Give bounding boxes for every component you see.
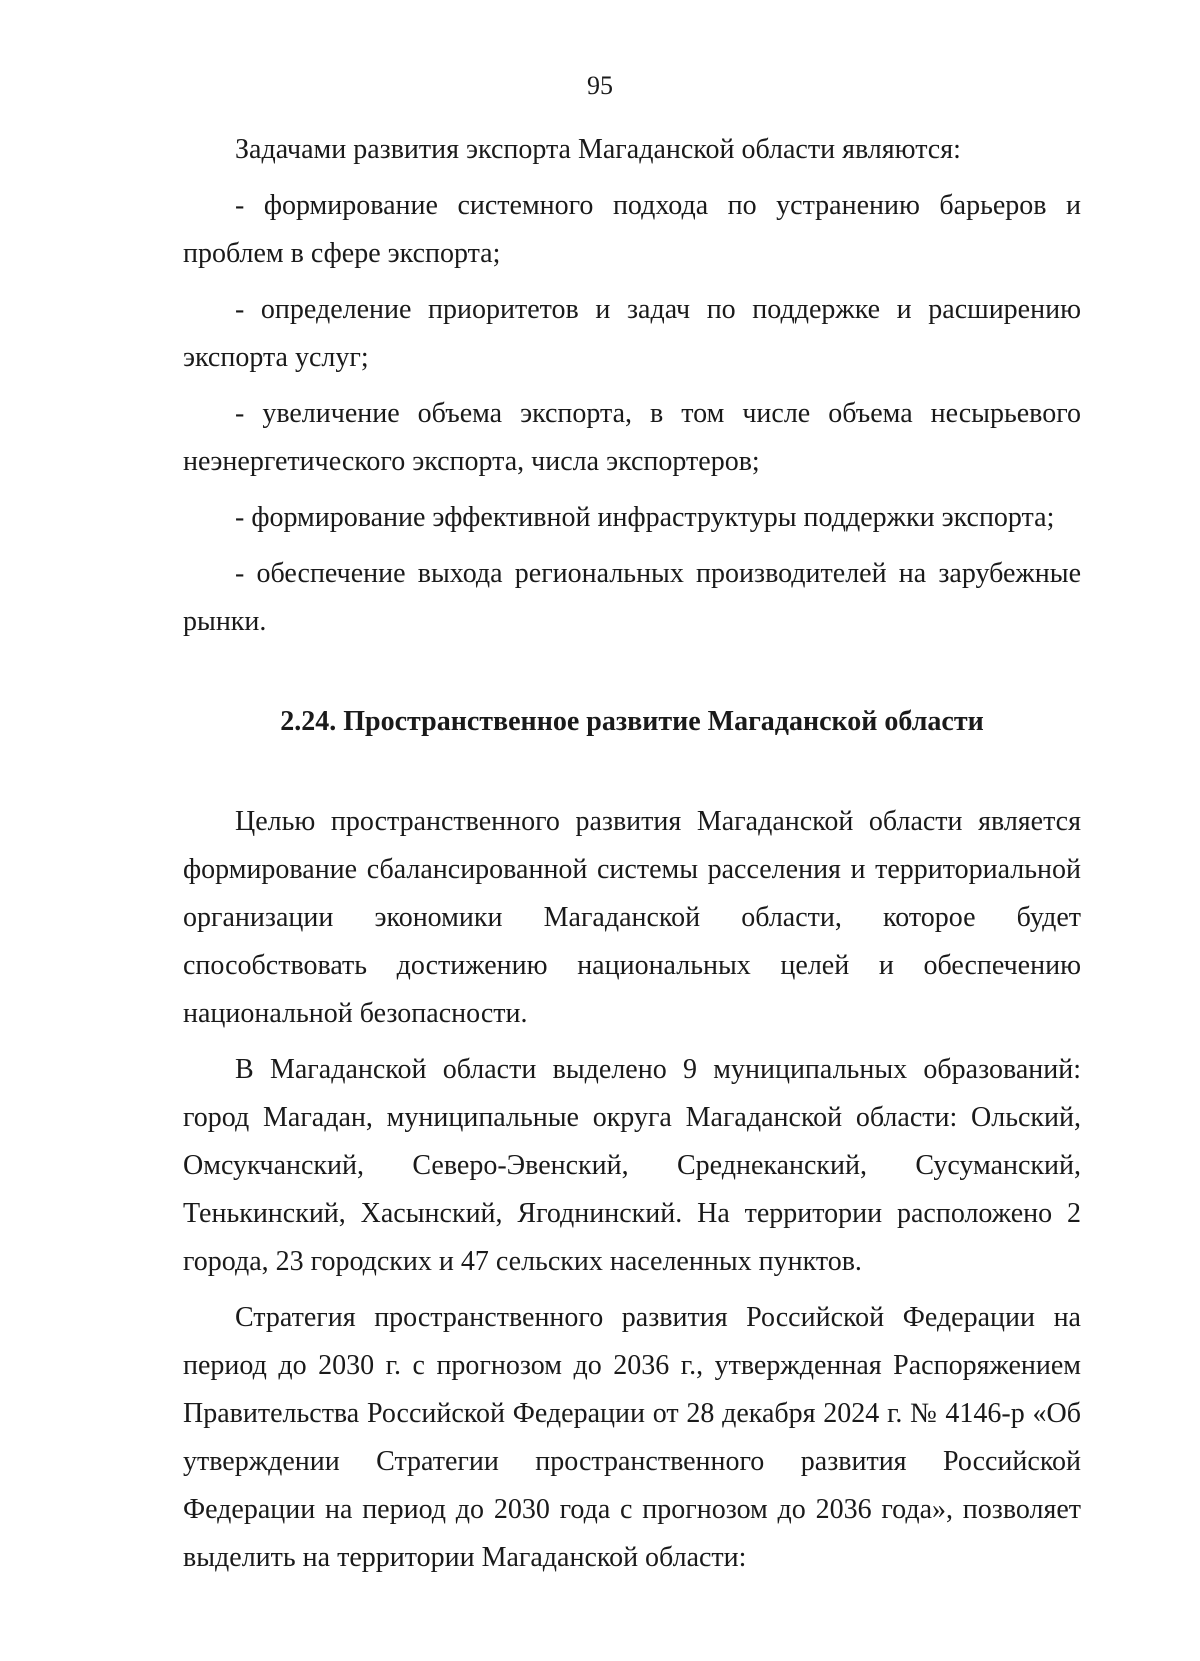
section-paragraph: Целью пространственного развития Магаданской области является формирование сбалансированной системы расселения и территориальной организации экономики Магаданской области, которое будет способствовать достижению национальных целей и обеспечению национальной безопасности. xyxy=(183,806,1081,1029)
page-number: 95 xyxy=(587,71,613,100)
section-paragraph: В Магаданской области выделено 9 муниципальных образований: город Магадан, муниципальные округа Магаданской области: Ольский, Омсукчанский, Северо-Эвенский, Среднеканский, Сусуманский, Тенькинский, Хасынский, Ягоднинский. На территории расположено 2 города, 23 городских и 47 сельских населенных пунктов. xyxy=(183,1054,1081,1277)
export-tasks-intro: Задачами развития экспорта Магаданской области являются: xyxy=(235,134,961,165)
export-task-item: - формирование эффективной инфраструктуры поддержки экспорта; xyxy=(235,502,1055,533)
page-content xyxy=(183,126,1081,1582)
export-task-item: - определение приоритетов и задач по поддержке и расширению экспорта услуг; xyxy=(183,294,1081,373)
section-heading: 2.24. Пространственное развитие Магаданской области xyxy=(280,706,984,737)
export-task-item: - обеспечение выхода региональных производителей на зарубежные рынки. xyxy=(183,558,1081,637)
section-paragraph: Стратегия пространственного развития Российской Федерации на период до 2030 г. с прогнозом до 2036 г., утвержденная Распоряжением Правительства Российской Федерации от 28 декабря 2024 г. № 4146-р «Об утверждении Стратегии пространственного развития Российской Федерации на период до 2030 года с прогнозом до 2036 года», позволяет выделить на территории Магаданской области: xyxy=(183,1302,1081,1573)
export-task-item: - формирование системного подхода по устранению барьеров и проблем в сфере экспорта; xyxy=(183,190,1081,269)
export-task-item: - увеличение объема экспорта, в том числе объема несырьевого неэнергетического экспорта, числа экспортеров; xyxy=(183,398,1081,477)
